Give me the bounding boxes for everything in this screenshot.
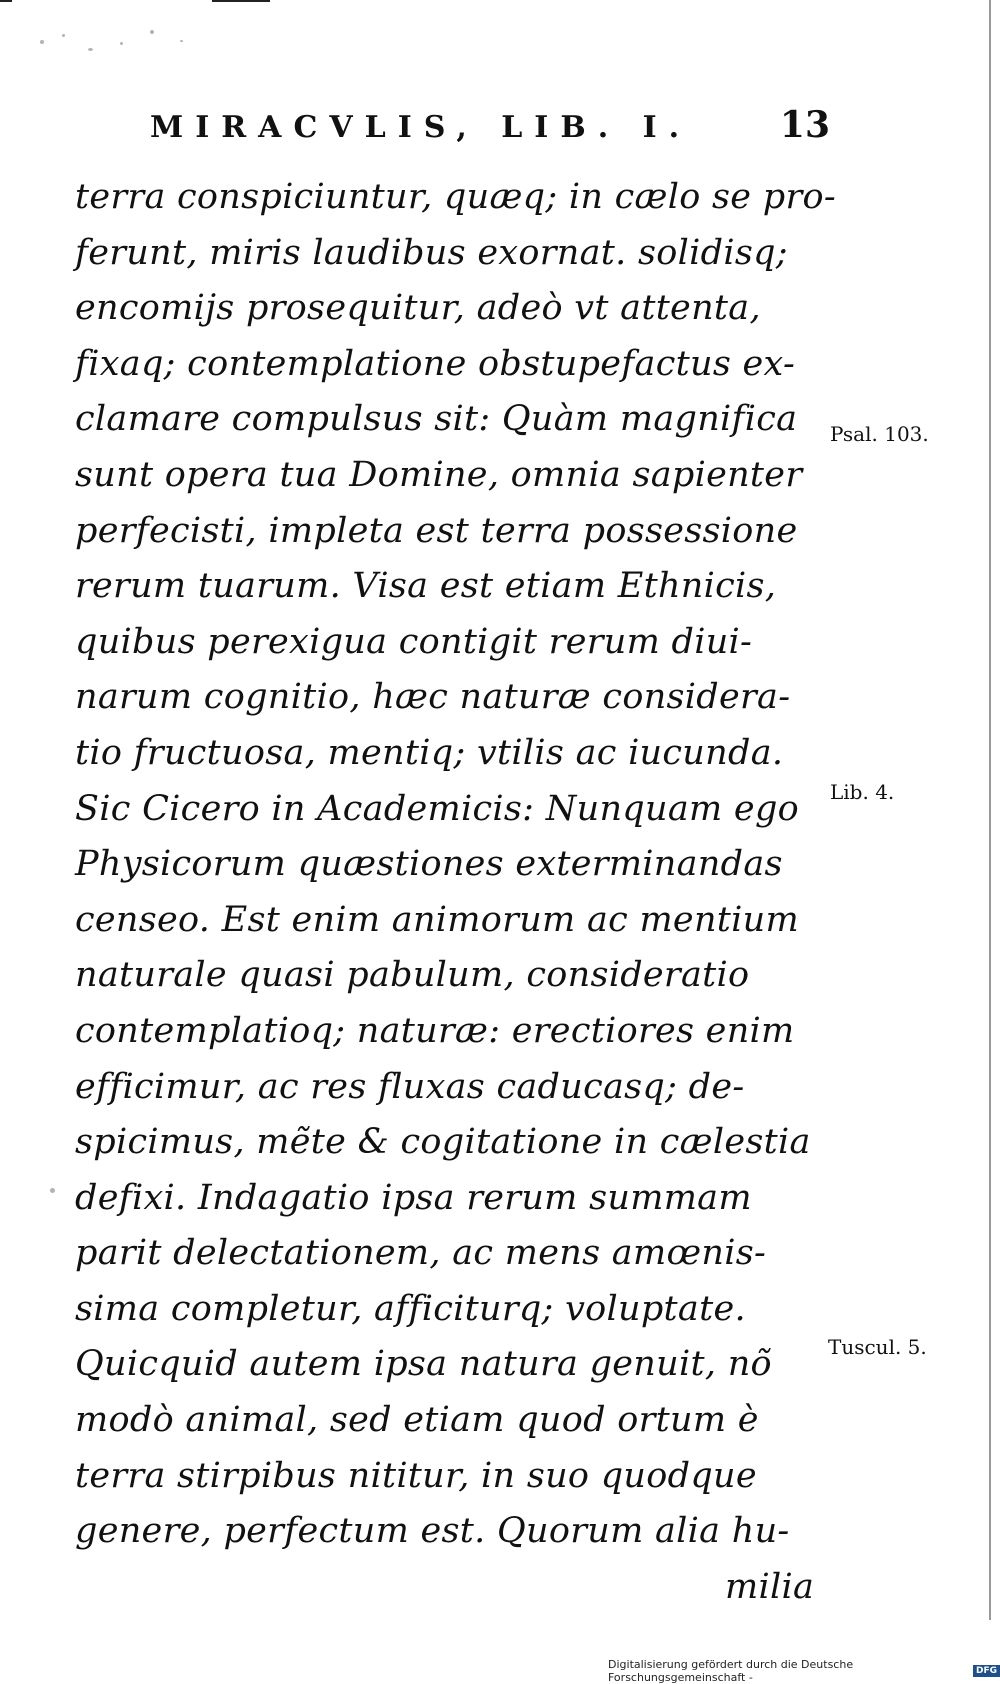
text-line: Quicquid autem ipsa natura genuit, nõ <box>75 1344 772 1385</box>
running-head: MIRACVLIS, LIB. I. <box>150 110 692 145</box>
text-line: tio fructuosa, mentiq; vtilis ac iucunda. <box>75 732 784 773</box>
text-line: sunt opera tua Domine, omnia sapienter <box>75 454 803 495</box>
text-line: clamare compulsus sit: Quàm magnifica <box>75 399 798 440</box>
margin-note-tuscul: Tuscul. 5. <box>828 1335 927 1359</box>
text-line: efficimur, ac res fluxas caducasq; de- <box>75 1066 745 1107</box>
text-line: contemplatioq; naturæ: erectiores enim <box>75 1010 795 1051</box>
text-line: encomijs prosequitur, adeò vt attenta, <box>75 288 761 329</box>
margin-note-psal: Psal. 103. <box>830 422 929 446</box>
page-number: 13 <box>779 104 830 146</box>
text-line: terra conspiciuntur, quæq; in cælo se pro- <box>75 177 836 217</box>
text-line: sima completur, afficiturq; voluptate. <box>75 1288 746 1329</box>
scan-speck <box>120 42 123 45</box>
scan-edge-rule <box>989 0 991 1620</box>
dfg-logo: DFG <box>973 1665 1000 1677</box>
text-line: Physicorum quæstiones exterminandas <box>75 844 783 885</box>
scan-speck <box>62 34 65 37</box>
text-line: rerum tuarum. Visa est etiam Ethnicis, <box>75 566 777 607</box>
text-line: naturale quasi pabulum, consideratio <box>75 955 750 996</box>
scan-edge-line <box>0 0 12 2</box>
text-line: narum cognitio, hæc naturæ considera- <box>75 677 791 718</box>
text-line: censeo. Est enim animorum ac mentium <box>75 899 799 940</box>
text-line: spicimus, mẽte & cogitatione in cælestia <box>75 1122 811 1163</box>
scan-speck <box>40 40 44 44</box>
text-line: quibus perexigua contigit rerum diui- <box>75 621 753 662</box>
credit-text: Digitalisierung gefördert durch die Deutsche Forschungsgemeinschaft - <box>608 1658 854 1684</box>
text-line: milia <box>725 1566 815 1607</box>
text-line: defixi. Indagatio ipsa rerum summam <box>75 1177 752 1218</box>
margin-note-lib: Lib. 4. <box>830 780 895 804</box>
text-line: fixaq; contemplatione obstupefactus ex- <box>75 343 796 384</box>
text-line: Sic Cicero in Academicis: Nunquam ego <box>75 788 800 829</box>
text-line: parit delectationem, ac mens amœnis- <box>75 1233 767 1274</box>
scan-edge-line <box>212 0 270 2</box>
text-line: ferunt, miris laudibus exornat. solidisq; <box>75 232 788 273</box>
digitization-credit <box>608 1658 1000 1684</box>
body-text <box>75 170 835 1615</box>
scan-speck <box>150 30 154 34</box>
page-header <box>150 104 830 146</box>
text-line: genere, perfectum est. Quorum alia hu- <box>75 1511 790 1552</box>
scan-speck <box>50 1188 55 1193</box>
text-line: modò animal, sed etiam quod ortum è <box>75 1400 759 1441</box>
text-line: terra stirpibus nititur, in suo quodque <box>75 1455 757 1496</box>
scan-speck <box>88 48 93 51</box>
text-line: perfecisti, impleta est terra possessione <box>75 510 798 551</box>
scan-speck <box>180 40 183 42</box>
